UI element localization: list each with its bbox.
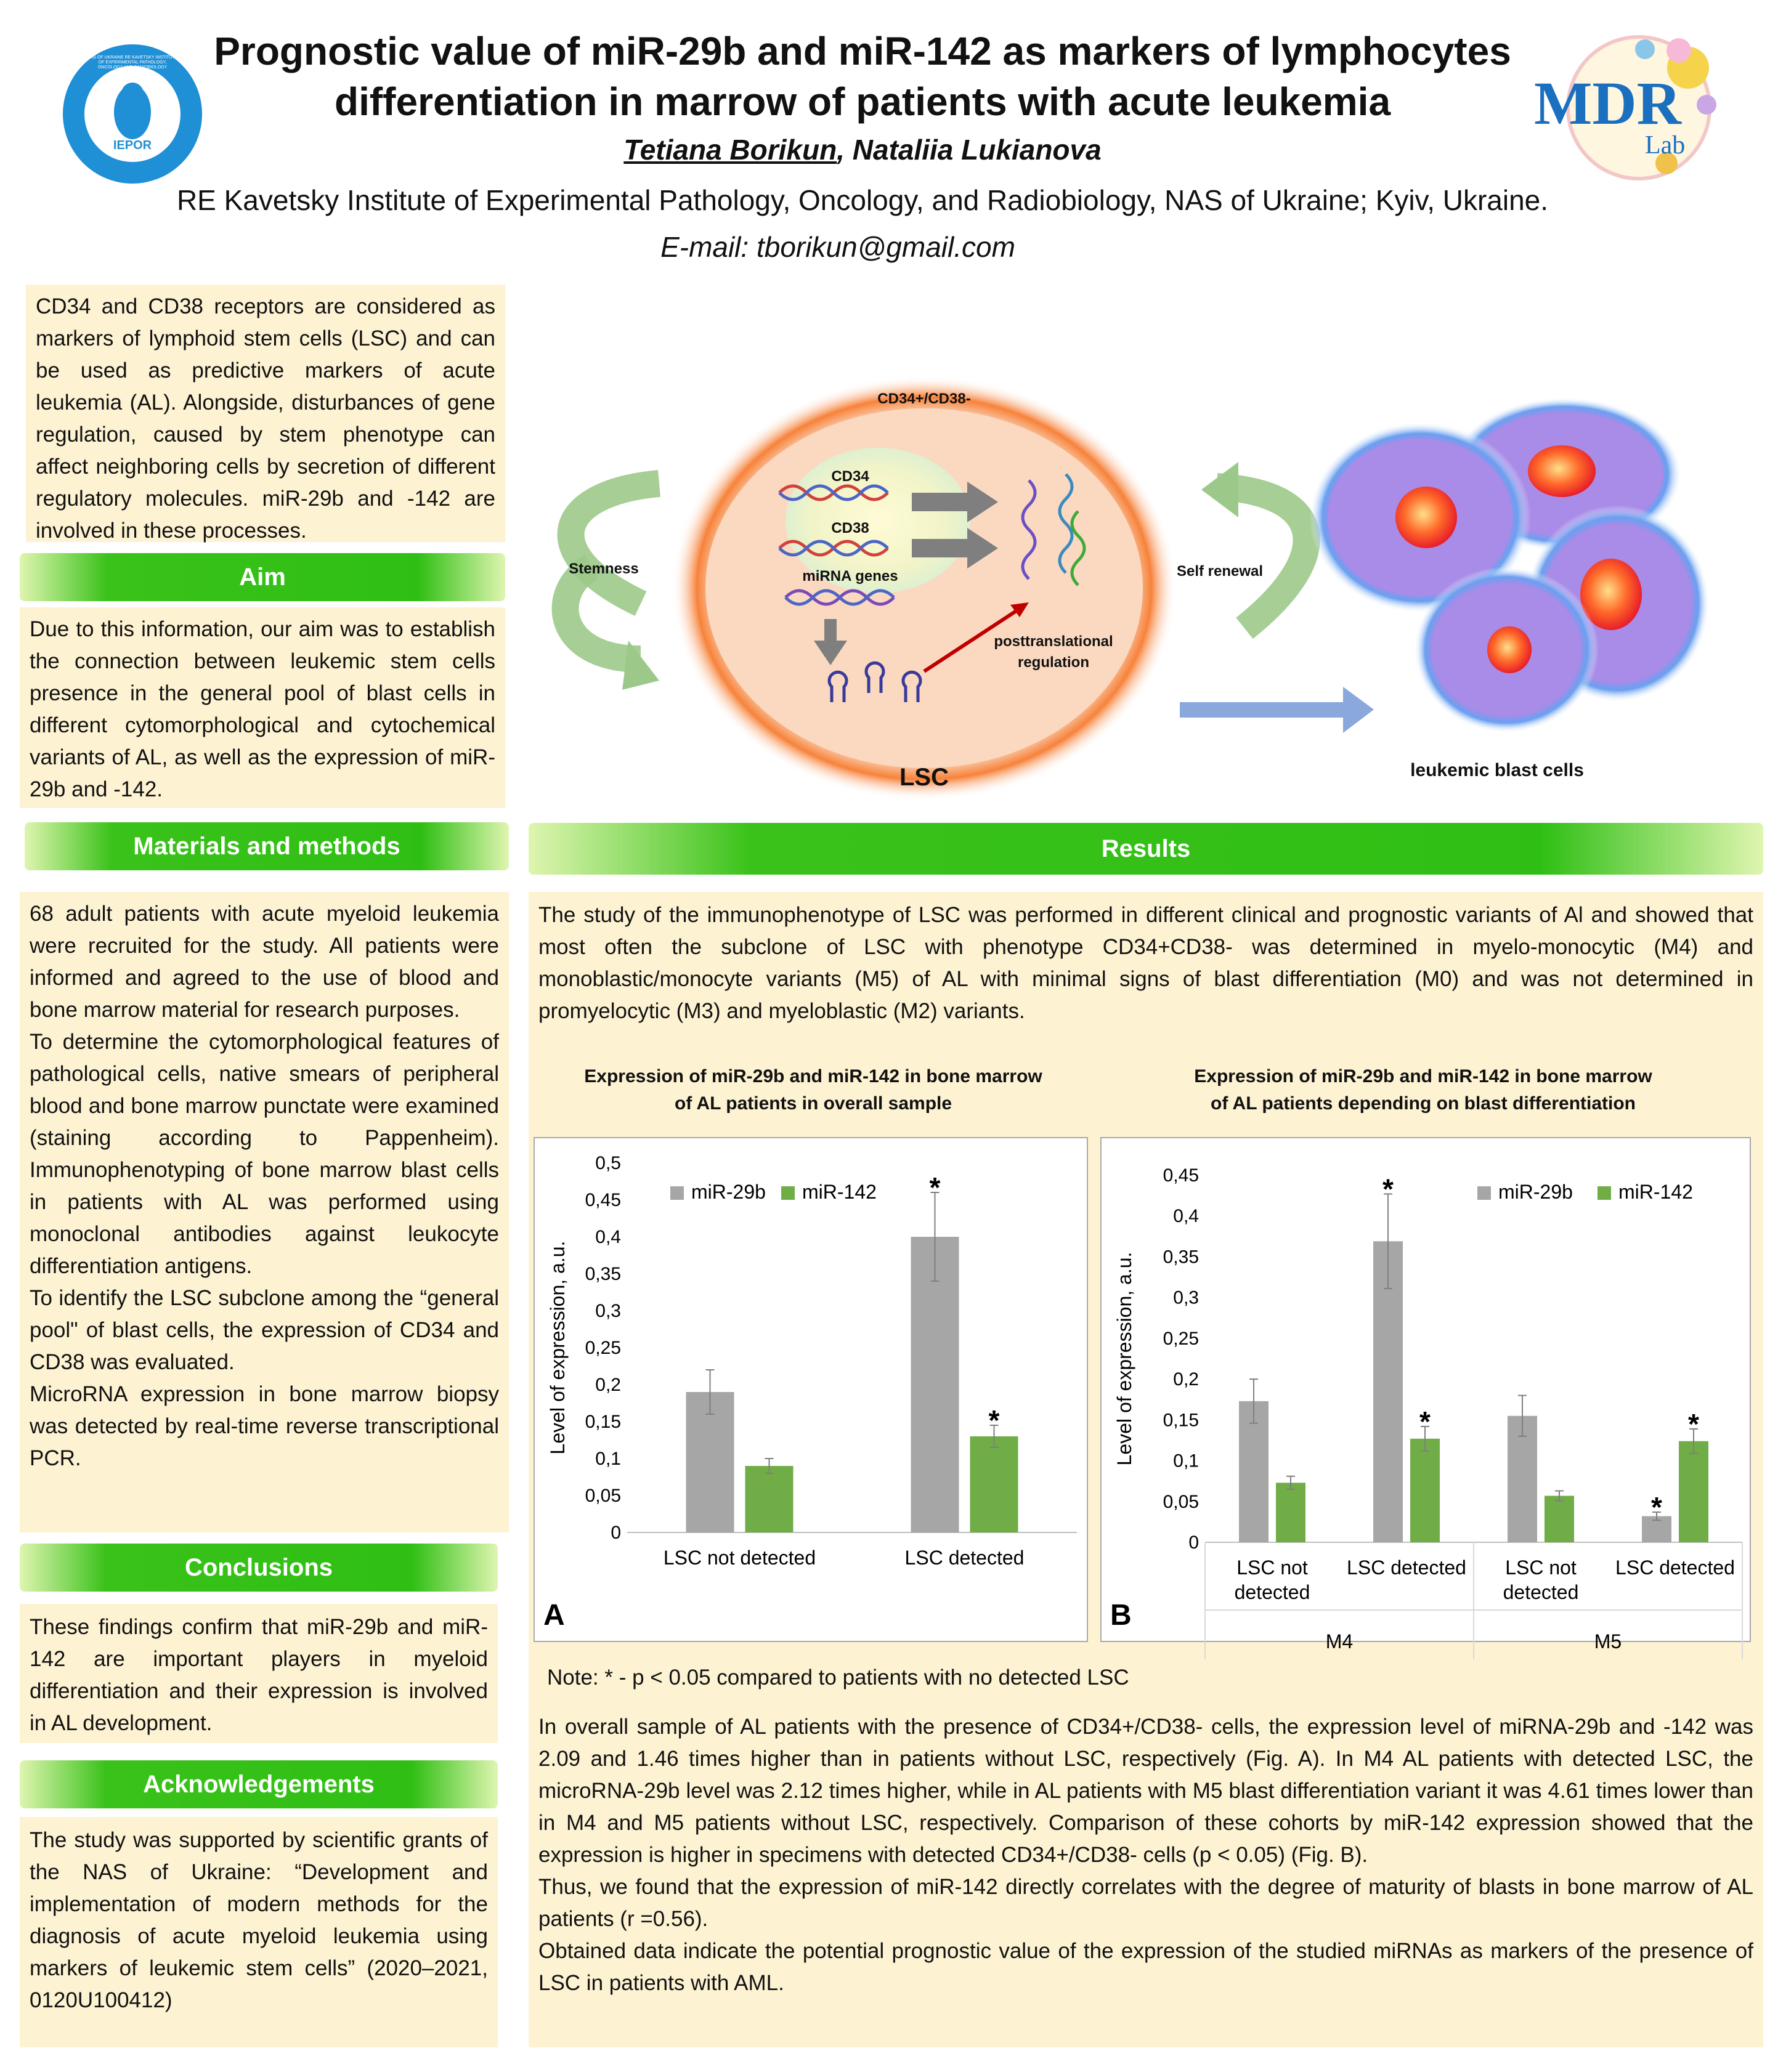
acknowledgements-text: The study was supported by scientific grants of the NAS of Ukraine: “Development and implementation of modern methods for the diagnosis of acute myeloid leukemia using markers of leukemic stem cells” (2020–2021, 0120U100412) bbox=[30, 1828, 488, 2012]
x-tick-label: LSC detected bbox=[1615, 1556, 1735, 1579]
lsc-label: LSC bbox=[899, 764, 949, 791]
methods-para-2: To determine the cytomorphological features of pathological cells, native smears of peripheral blood and bone marrow punctate were examined (staining according to Pappenheim). Immunophenotyping of bone marrow blast cells in patients with AL was performed using monoclonal antibodies against leukocyte differentiation antigens. bbox=[30, 1030, 499, 1278]
poster-title-line1: Prognostic value of miR-29b and miR-142 as markers of lymphocytes bbox=[214, 29, 1511, 73]
bar-mir-142 bbox=[1545, 1496, 1574, 1542]
chart-a-title-line1: Expression of miR-29b and miR-142 in bone marrow bbox=[584, 1066, 1042, 1087]
lsc-diagram bbox=[536, 370, 1744, 813]
y-tick-label: 0,1 bbox=[595, 1449, 621, 1469]
y-tick-label: 0,3 bbox=[595, 1301, 621, 1321]
y-tick-label: 0,3 bbox=[1173, 1287, 1199, 1308]
y-tick-label: 0,5 bbox=[595, 1153, 621, 1173]
results-discussion bbox=[538, 1711, 1753, 1999]
y-tick-label: 0,4 bbox=[595, 1227, 621, 1247]
chart-b bbox=[1100, 1137, 1751, 1653]
intro-text: CD34 and CD38 receptors are considered as markers of lymphoid stem cells (LSC) and can be used as predictive markers of acute leukemia (AL). Alongside, disturbances of gene regulation, caused by stem phenotype can affect neighboring cells by secretion of different regulatory molecules. miR-29b and -142 are involved in these processes. bbox=[36, 294, 495, 543]
significance-star: * bbox=[1382, 1173, 1394, 1205]
acknowledgements-header: Acknowledgements bbox=[20, 1760, 498, 1808]
y-tick-label: 0,05 bbox=[1163, 1491, 1199, 1512]
results-header: Results bbox=[529, 823, 1763, 875]
legend-label-mir-142: miR-142 bbox=[802, 1181, 877, 1203]
panel-label: A bbox=[543, 1599, 565, 1632]
methods-header: Materials and methods bbox=[25, 822, 509, 870]
chart-b-title-line1: Expression of miR-29b and miR-142 in bone marrow bbox=[1194, 1066, 1652, 1087]
y-tick-label: 0,2 bbox=[1173, 1369, 1199, 1390]
x-tick-label: LSC not detected bbox=[663, 1547, 816, 1569]
legend-swatch-mir-29b bbox=[1477, 1186, 1491, 1200]
legend-swatch-mir-142 bbox=[1597, 1186, 1611, 1200]
significance-star: * bbox=[1651, 1491, 1662, 1523]
y-tick-label: 0,05 bbox=[585, 1486, 621, 1506]
conclusions-text: These findings confirm that miR-29b and miR-142 are important players in myeloid differentiation and their expression is involved in AL development. bbox=[30, 1615, 488, 1735]
x-tick-label: detected bbox=[1234, 1581, 1310, 1603]
chart-b-title-line2: of AL patients depending on blast differentiation bbox=[1211, 1093, 1636, 1114]
affiliation: RE Kavetsky Institute of Experimental Pathology, Oncology, and Radiobiology, NAS of Ukraine; Kyiv, Ukraine. bbox=[176, 184, 1549, 216]
panel-label: B bbox=[1110, 1599, 1132, 1632]
bar-mir-142 bbox=[1276, 1483, 1305, 1542]
posttranslational-label-1: posttranslational bbox=[994, 633, 1113, 650]
legend-label-mir-29b: miR-29b bbox=[1498, 1181, 1573, 1203]
y-tick-label: 0,45 bbox=[585, 1190, 621, 1210]
poster-title-line2: differentiation in marrow of patients with acute leukemia bbox=[334, 79, 1391, 124]
chart-a bbox=[534, 1137, 1088, 1642]
x-tick-label: LSC detected bbox=[904, 1547, 1025, 1569]
y-tick-label: 0,15 bbox=[1163, 1410, 1199, 1431]
chart-b-plot bbox=[1102, 1138, 1750, 1653]
posttranslational-label-2: regulation bbox=[1017, 654, 1089, 671]
y-axis-label: Level of expression, a.u. bbox=[546, 1240, 569, 1455]
y-tick-label: 0,15 bbox=[585, 1412, 621, 1432]
chart-a-plot bbox=[535, 1138, 1087, 1641]
institute-logo bbox=[62, 43, 203, 185]
methods-para-4: MicroRNA expression in bone marrow biopsy was detected by real-time reverse transcriptional PCR. bbox=[30, 1382, 499, 1470]
legend-swatch-mir-142 bbox=[781, 1186, 795, 1200]
results-para-1: In overall sample of AL patients with the presence of CD34+/CD38- cells, the expression level of miRNA-29b and -142 was 2.09 and 1.46 times higher than in patients without LSC, respectively (Fig. A). In M4 AL patients with detected LSC, the microRNA-29b level was 2.12 times higher, while in AL patients with M5 blast differentiation variant it was 4.61 times lower than in M4 and M5 patients without LSC, respectively. Comparison of these cohorts by miR-142 expression showed that the expression is higher in specimens with detected CD34+/CD38- cells (p < 0.05) (Fig. B). bbox=[538, 1715, 1753, 1867]
authors bbox=[203, 133, 1522, 166]
aim-header: Aim bbox=[20, 553, 505, 601]
bar-mir-142 bbox=[1410, 1439, 1440, 1542]
conclusions-box bbox=[20, 1604, 498, 1743]
significance-note: Note: * - p < 0.05 compared to patients with no detected LSC bbox=[547, 1665, 1129, 1690]
y-tick-label: 0 bbox=[611, 1523, 621, 1543]
significance-star: * bbox=[929, 1172, 941, 1204]
y-axis-label: Level of expression, a.u. bbox=[1113, 1252, 1135, 1466]
group-label: M5 bbox=[1594, 1630, 1622, 1653]
chart-a-title-line2: of AL patients in overall sample bbox=[674, 1093, 952, 1114]
y-tick-label: 0,25 bbox=[1163, 1328, 1199, 1349]
mirna-genes-label: miRNA genes bbox=[802, 568, 898, 585]
conclusions-header: Conclusions bbox=[20, 1544, 498, 1592]
aim-text: Due to this information, our aim was to establish the connection between leukemic stem cells presence in the general pool of blast cells in different cytomorphological and cytochemical variants of AL, as well as the expression of miR-29b and -142. bbox=[30, 617, 495, 801]
y-tick-label: 0,2 bbox=[595, 1375, 621, 1395]
bar-mir-142 bbox=[970, 1436, 1018, 1532]
y-tick-label: 0,1 bbox=[1173, 1451, 1199, 1471]
mdr-lab-logo bbox=[1522, 25, 1725, 191]
institute-logo-mark: IEPOR bbox=[113, 139, 152, 152]
x-tick-label: LSC not bbox=[1505, 1556, 1577, 1579]
x-tick-label: LSC detected bbox=[1347, 1556, 1466, 1579]
cd34-label: CD34 bbox=[831, 468, 869, 485]
group-label: M4 bbox=[1325, 1630, 1354, 1653]
blast-cells-label: leukemic blast cells bbox=[1410, 760, 1584, 780]
legend-label-mir-142: miR-142 bbox=[1618, 1181, 1693, 1203]
acknowledgements-box bbox=[20, 1817, 498, 2047]
phenotype-label: CD34+/CD38- bbox=[877, 391, 971, 407]
y-tick-label: 0,4 bbox=[1173, 1206, 1199, 1227]
methods-box bbox=[20, 892, 509, 1532]
results-para-3: Obtained data indicate the potential prognostic value of the expression of the studied miRNAs as markers of the presence of LSC in patients with AML. bbox=[538, 1939, 1753, 1995]
y-tick-label: 0 bbox=[1188, 1532, 1199, 1553]
email: E-mail: tborikun@gmail.com bbox=[660, 231, 1015, 263]
y-tick-label: 0,45 bbox=[1163, 1165, 1199, 1186]
significance-star: * bbox=[988, 1404, 1000, 1436]
methods-para-3: To identify the LSC subclone among the “general pool" of blast cells, the expression of CD34 and CD38 was evaluated. bbox=[30, 1286, 499, 1374]
y-tick-label: 0,35 bbox=[1163, 1247, 1199, 1268]
x-tick-label: detected bbox=[1503, 1581, 1579, 1603]
self-renewal-label: Self renewal bbox=[1176, 563, 1264, 580]
bar-mir-142 bbox=[745, 1466, 794, 1532]
significance-star: * bbox=[1688, 1407, 1699, 1440]
institute-logo-text: NAS OF UKRAINE RE KAVETSKY INSTITUTE OF EXPERIMENTAL PATHOLOGY, ONCOLOGY AND RADIOBIOLOGY bbox=[87, 55, 178, 70]
intro-box bbox=[26, 285, 505, 542]
results-para-2: Thus, we found that the expression of miR-142 directly correlates with the degree of maturity of blasts in bone marrow of AL patients (r =0.56). bbox=[538, 1875, 1753, 1931]
methods-para-1: 68 adult patients with acute myeloid leukemia were recruited for the study. All patients were informed and agreed to the use of blood and bone marrow material for research purposes. bbox=[30, 902, 499, 1022]
differentiation-arrow bbox=[1180, 687, 1374, 733]
results-intro: The study of the immunophenotype of LSC was performed in different clinical and prognostic variants of Al and showed that most often the subclone of LSC with phenotype CD34+CD38- was determined in myelo-monocytic (M4) and monoblastic/monocyte variants (M5) of AL with minimal signs of blast differentiation (M0) and was not determined in promyelocytic (M3) and myeloblastic (M2) variants. bbox=[538, 903, 1753, 1023]
author-presenting: Tetiana Borikun bbox=[623, 134, 837, 166]
legend-swatch-mir-29b bbox=[670, 1186, 684, 1200]
cd38-label: CD38 bbox=[831, 520, 869, 536]
aim-box bbox=[20, 607, 505, 808]
mdr-logo-text: MDR bbox=[1534, 69, 1681, 137]
bar-mir-142 bbox=[1679, 1441, 1708, 1542]
legend-label-mir-29b: miR-29b bbox=[691, 1181, 766, 1203]
x-tick-label: LSC not bbox=[1236, 1556, 1308, 1579]
stemness-label: Stemness bbox=[569, 560, 639, 577]
y-tick-label: 0,25 bbox=[585, 1338, 621, 1358]
significance-star: * bbox=[1419, 1405, 1431, 1438]
lab-logo-text: Lab bbox=[1645, 131, 1686, 160]
y-tick-label: 0,35 bbox=[585, 1264, 621, 1284]
author-coauthors: , Nataliia Lukianova bbox=[837, 134, 1102, 166]
